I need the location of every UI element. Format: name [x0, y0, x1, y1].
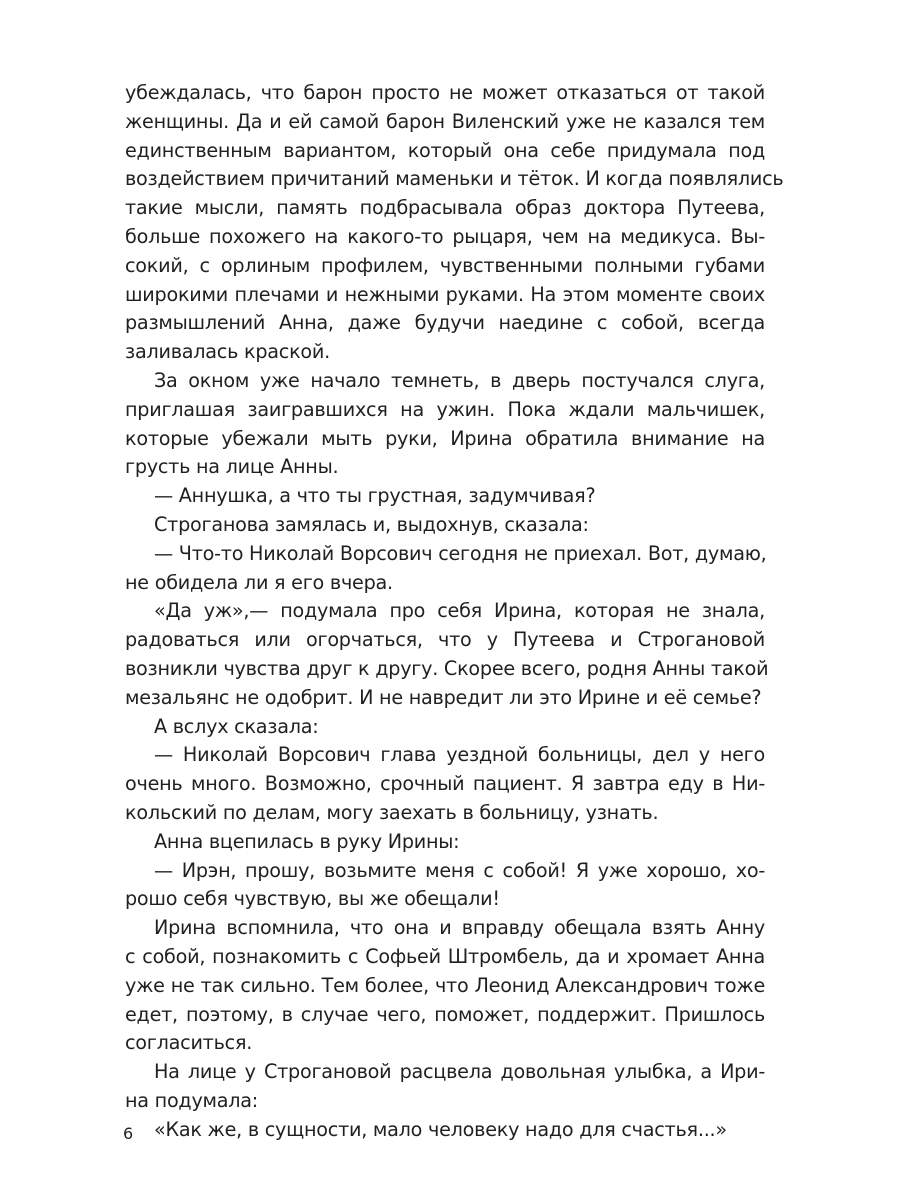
paragraph — [125, 79, 784, 367]
text-line: широкими плечами и нежными руками. На этом моменте своих — [125, 282, 765, 306]
text-line: убеждалась, что барон просто не может отказаться от такой — [125, 81, 765, 104]
text-line: размышлений Анна, даже будучи наедине с собой, всегда — [125, 311, 765, 335]
paragraph — [125, 914, 765, 1058]
text-line: — Ирэн, прошу, возьмите меня с собой! Я уже хорошо, хо- — [154, 858, 765, 882]
text-line: едет, поэтому, в случае чего, поможет, поддержит. Пришлось — [125, 1002, 765, 1026]
text-line: — Аннушка, а что ты грустная, задумчивая? — [154, 484, 596, 508]
text-line: мезальянс не одобрит. И не навредит ли это Ирине и её семье? — [125, 685, 762, 709]
text-line: согласиться. — [125, 1031, 253, 1055]
text-line: которые убежали мыть руки, Ирина обратила внимание на — [125, 426, 765, 450]
text-line: Строганова замялась и, выдохнув, сказала: — [154, 512, 589, 536]
text-line: кольский по делам, могу заехать в больницу, узнать. — [125, 800, 659, 824]
text-line: «Как же, в сущности, мало человеку надо для счастья...» — [154, 1117, 727, 1141]
text-line: не обидела ли я его вчера. — [125, 570, 393, 594]
paragraph — [125, 1116, 765, 1145]
text-line: — Николай Ворсович глава уездной больницы, дел у него — [154, 743, 765, 767]
text-line: воздействием причитаний маменьки и тёток. И когда появлялись — [125, 167, 784, 191]
text-line: такие мысли, память подбрасывала образ доктора Путеева, — [125, 196, 765, 220]
text-line: — Что-то Николай Ворсович сегодня не приехал. Вот, думаю, — [154, 541, 767, 565]
text-line: сокий, с орлиным профилем, чувственными полными губами — [125, 253, 765, 277]
paragraph — [125, 741, 765, 827]
paragraph — [125, 367, 765, 482]
text-line: радоваться или огорчаться, что у Путеева и Строгановой — [125, 628, 765, 652]
text-line: За окном уже начало темнеть, в дверь постучался слуга, — [154, 368, 765, 392]
paragraph — [125, 540, 765, 598]
text-line: на подумала: — [125, 1088, 259, 1112]
paragraph — [125, 482, 765, 511]
text-line: А вслух сказала: — [154, 714, 319, 738]
text-line: заливалась краской. — [125, 340, 330, 364]
paragraph — [125, 828, 765, 857]
page-number: 6 — [123, 1124, 134, 1143]
paragraph — [125, 597, 769, 712]
text-line: рошо себя чувствую, вы же обещали! — [125, 887, 500, 911]
text-line: единственным вариантом, который она себе придумала под — [125, 138, 765, 162]
text-line: «Да уж»,— подумала про себя Ирина, которая не знала, — [154, 599, 765, 623]
text-line: приглашая заигравшихся на ужин. Пока ждали мальчишек, — [125, 397, 765, 421]
text-line: Ирина вспомнила, что она и вправду обещала взять Анну — [154, 916, 765, 940]
page-body — [125, 79, 784, 1144]
text-line: возникли чувства друг к другу. Скорее всего, родня Анны такой — [125, 656, 769, 680]
paragraph — [125, 857, 765, 915]
paragraph — [125, 713, 765, 742]
text-line: больше похожего на какого-то рыцаря, чем на медикуса. Вы- — [125, 224, 765, 248]
text-line: женщины. Да и ей самой барон Виленский уже не казался тем — [125, 109, 765, 133]
text-line: очень много. Возможно, срочный пациент. Я завтра еду в Ни- — [125, 772, 765, 796]
text-line: На лице у Строгановой расцвела довольная улыбка, а Ири- — [154, 1060, 765, 1084]
paragraph — [125, 511, 765, 540]
text-line: Анна вцепилась в руку Ирины: — [154, 829, 460, 853]
text-line: грусть на лице Анны. — [125, 455, 339, 479]
text-line: уже не так сильно. Тем более, что Леонид Александрович тоже — [125, 973, 765, 997]
text-line: с собой, познакомить с Софьей Штромбель, да и хромает Анна — [125, 944, 765, 968]
paragraph — [125, 1058, 765, 1116]
